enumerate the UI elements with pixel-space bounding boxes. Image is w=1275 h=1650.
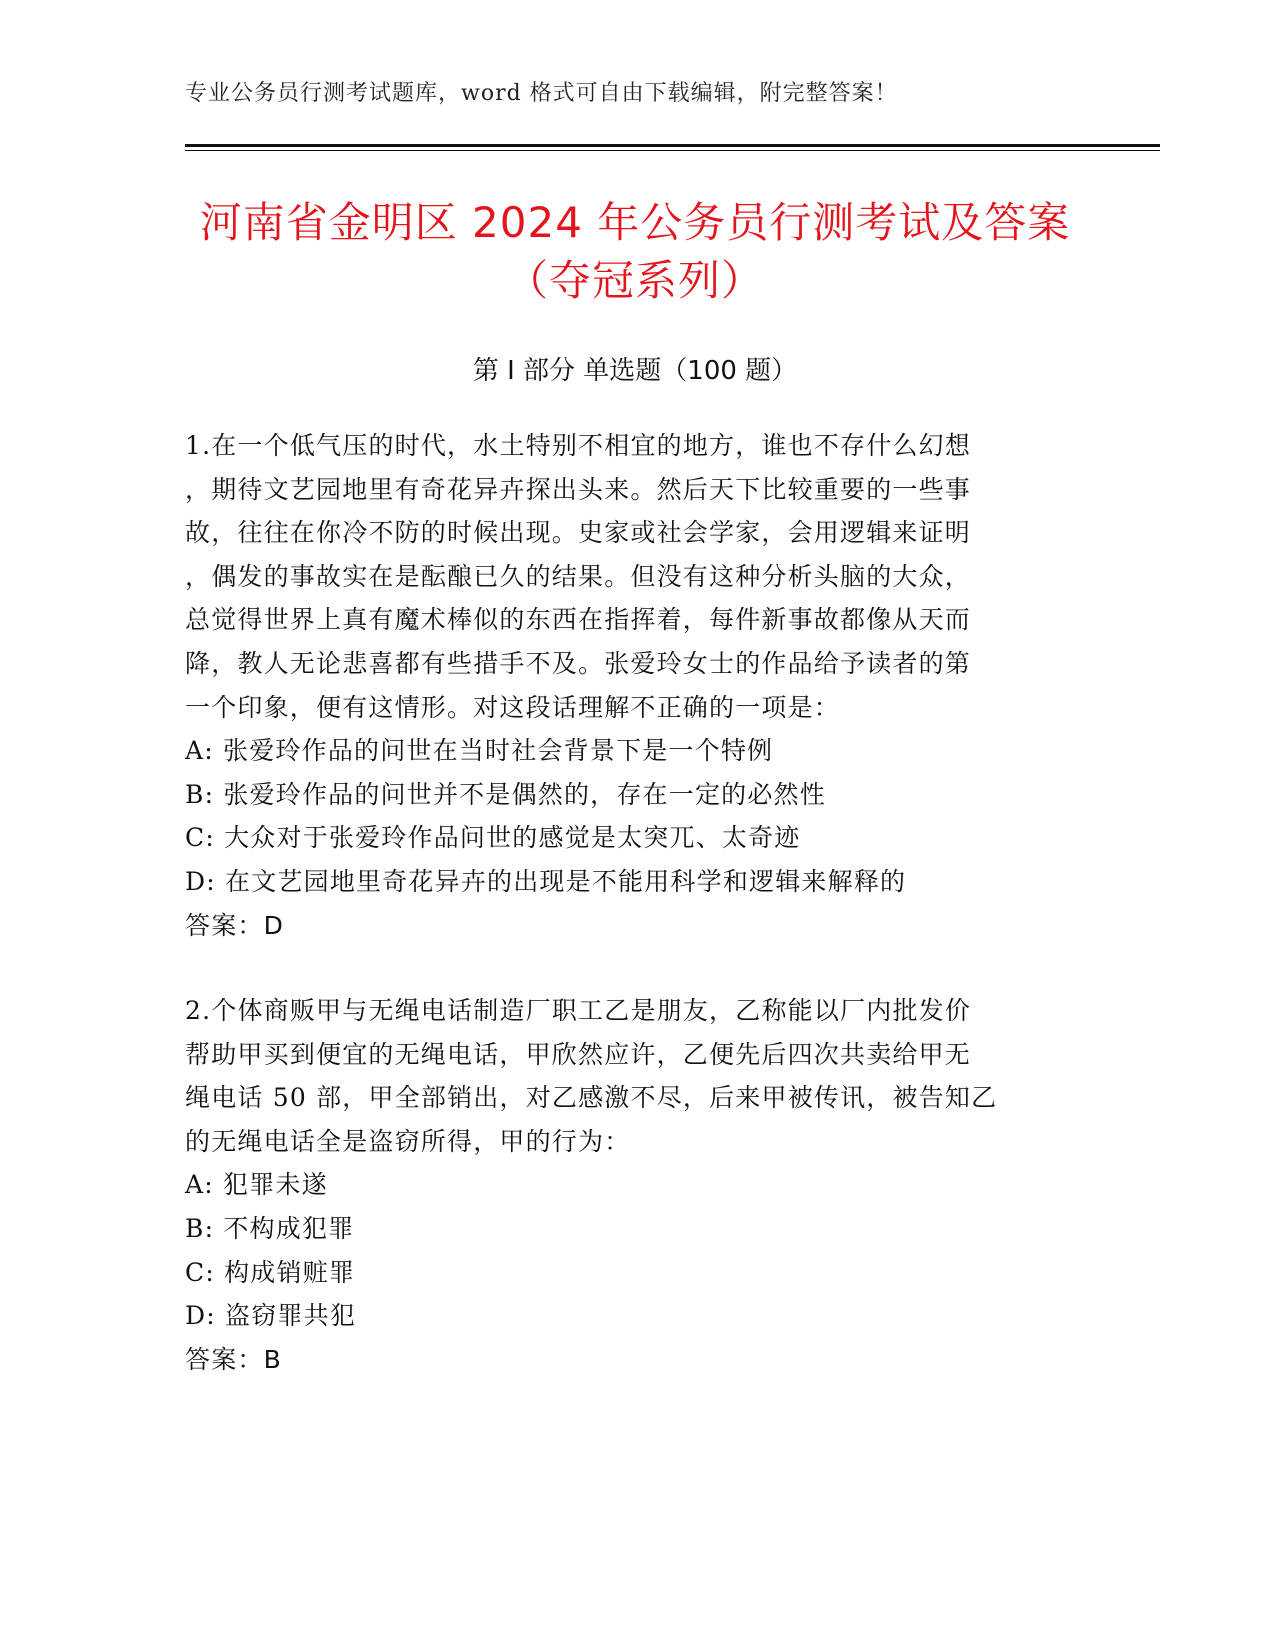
option-a: A: 张爱玲作品的问世在当时社会背景下是一个特例 — [185, 736, 774, 766]
option-b: B: 张爱玲作品的问世并不是偶然的，存在一定的必然性 — [185, 779, 826, 809]
question-1 — [185, 424, 1065, 947]
header-note: 专业公务员行测考试题库，word 格式可自由下载编辑，附完整答案！ — [185, 81, 898, 106]
question-stem-line: 1.在一个低气压的时代，水土特别不相宜的地方，谁也不存什么幻想 — [185, 431, 972, 460]
option-c: C: 大众对于张爱玲作品问世的感觉是太突兀、太奇迹 — [185, 823, 801, 853]
question-stem-line: 绳电话 50 部，甲全部销出，对乙感激不尽，后来甲被传讯，被告知乙 — [185, 1083, 998, 1113]
question-stem-line: 的无绳电话全是盗窃所得，甲的行为： — [185, 1126, 631, 1156]
header-divider-thin — [185, 150, 1160, 151]
document-title — [185, 194, 1085, 310]
question-stem-line: ，偶发的事故实在是酝酿已久的结果。但没有这种分析头脑的大众， — [185, 561, 972, 591]
answer: 答案：D — [185, 910, 285, 940]
document-title-line-1: 河南省金明区 2024 年公务员行测考试及答案 — [199, 198, 1071, 247]
question-stem-line: 帮助甲买到便宜的无绳电话，甲欣然应许，乙便先后四次共卖给甲无 — [185, 1039, 972, 1069]
option-c: C: 构成销赃罪 — [185, 1257, 356, 1287]
question-stem-line: ，期待文艺园地里有奇花异卉探出头来。然后天下比较重要的一些事 — [185, 474, 972, 504]
document-title-line-2: （夺冠系列） — [505, 256, 764, 305]
question-2 — [185, 989, 1065, 1381]
question-stem-line: 总觉得世界上真有魔术棒似的东西在指挥着，每件新事故都像从天而 — [185, 605, 972, 635]
question-stem-line: 2.个体商贩甲与无绳电话制造厂职工乙是朋友，乙称能以厂内批发价 — [185, 996, 972, 1025]
answer: 答案：B — [185, 1344, 282, 1374]
option-a: A: 犯罪未遂 — [185, 1170, 328, 1200]
question-stem-line: 一个印象，便有这情形。对这段话理解不正确的一项是： — [185, 692, 841, 722]
option-d: D: 在文艺园地里奇花异卉的出现是不能用科学和逻辑来解释的 — [185, 866, 907, 896]
option-d: D: 盗窃罪共犯 — [185, 1301, 357, 1331]
question-stem-line: 降，教人无论悲喜都有些措手不及。张爱玲女士的作品给予读者的第 — [185, 648, 972, 678]
header-divider-thick — [185, 144, 1160, 147]
option-b: B: 不构成犯罪 — [185, 1213, 355, 1243]
question-stem-line: 故，往往在你冷不防的时候出现。史家或社会学家，会用逻辑来证明 — [185, 518, 972, 548]
section-heading: 第 I 部分 单选题（100 题） — [472, 356, 798, 386]
